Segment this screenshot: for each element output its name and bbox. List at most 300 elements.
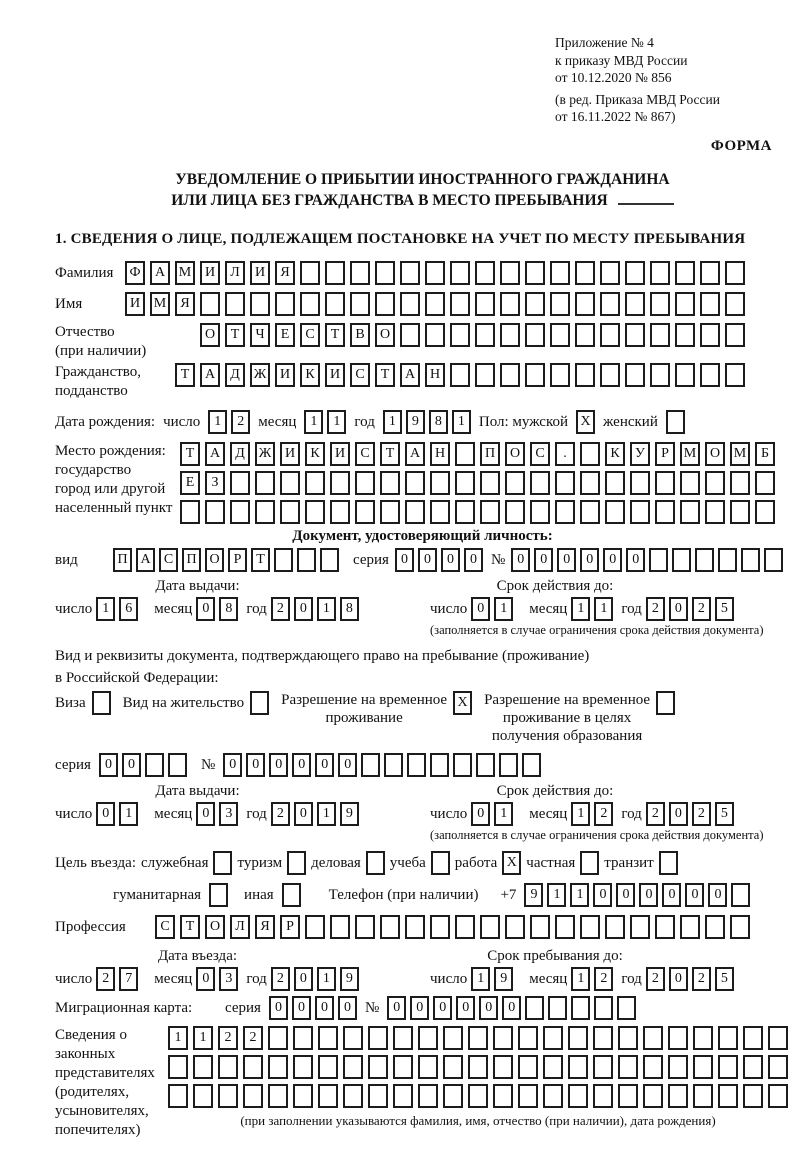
char-cell-empty[interactable]: [656, 691, 675, 715]
char-cell-filled[interactable]: 1: [327, 410, 346, 434]
char-cell-empty[interactable]: [218, 1055, 238, 1079]
char-cell-empty[interactable]: [225, 292, 245, 316]
char-cell-empty[interactable]: [525, 261, 545, 285]
char-cell-empty[interactable]: [625, 363, 645, 387]
char-cell-filled[interactable]: 2: [231, 410, 250, 434]
char-cell-empty[interactable]: [695, 548, 714, 572]
char-cell-empty[interactable]: [293, 1084, 313, 1108]
char-cell-empty[interactable]: [650, 261, 670, 285]
char-cell-empty[interactable]: [705, 471, 725, 495]
char-cell-empty[interactable]: [525, 323, 545, 347]
char-cell-empty[interactable]: [741, 548, 760, 572]
char-cell-filled[interactable]: 0: [387, 996, 406, 1020]
char-cell-filled[interactable]: М: [730, 442, 750, 466]
char-cell-empty[interactable]: [305, 471, 325, 495]
char-cell-empty[interactable]: [405, 471, 425, 495]
char-cell-filled[interactable]: П: [480, 442, 500, 466]
char-cell-filled[interactable]: 0: [626, 548, 645, 572]
char-cell-filled[interactable]: 8: [340, 597, 359, 621]
char-cell-empty[interactable]: [205, 500, 225, 524]
char-cell-filled[interactable]: О: [705, 442, 725, 466]
char-cell-empty[interactable]: [325, 292, 345, 316]
char-cell-empty[interactable]: [571, 996, 590, 1020]
char-cell-empty[interactable]: [443, 1055, 463, 1079]
char-cell-empty[interactable]: [230, 471, 250, 495]
char-cell-filled[interactable]: 1: [570, 883, 589, 907]
char-cell-empty[interactable]: [393, 1055, 413, 1079]
char-cell-filled[interactable]: Ж: [250, 363, 270, 387]
char-cell-filled[interactable]: 2: [646, 802, 665, 826]
char-cell-filled[interactable]: С: [530, 442, 550, 466]
char-cell-filled[interactable]: Л: [225, 261, 245, 285]
char-cell-filled[interactable]: У: [630, 442, 650, 466]
char-cell-filled[interactable]: 0: [223, 753, 242, 777]
char-cell-empty[interactable]: [548, 996, 567, 1020]
char-cell-empty[interactable]: [618, 1026, 638, 1050]
char-cell-empty[interactable]: [555, 500, 575, 524]
char-cell-filled[interactable]: 0: [269, 753, 288, 777]
char-cell-filled[interactable]: 1: [494, 802, 513, 826]
char-cell-filled[interactable]: Т: [325, 323, 345, 347]
char-cell-empty[interactable]: [705, 500, 725, 524]
char-cell-filled[interactable]: А: [205, 442, 225, 466]
char-cell-empty[interactable]: [764, 548, 783, 572]
char-cell-filled[interactable]: 0: [294, 967, 313, 991]
char-cell-empty[interactable]: [594, 996, 613, 1020]
char-cell-empty[interactable]: [530, 500, 550, 524]
char-cell-empty[interactable]: [255, 500, 275, 524]
char-cell-empty[interactable]: [393, 1026, 413, 1050]
char-cell-filled[interactable]: Н: [425, 363, 445, 387]
char-cell-empty[interactable]: [493, 1084, 513, 1108]
char-cell-filled[interactable]: 1: [96, 597, 115, 621]
char-cell-empty[interactable]: [300, 261, 320, 285]
char-cell-empty[interactable]: [480, 471, 500, 495]
char-cell-filled[interactable]: Д: [225, 363, 245, 387]
char-cell-empty[interactable]: [250, 691, 269, 715]
char-cell-filled[interactable]: Я: [175, 292, 195, 316]
char-cell-empty[interactable]: [380, 471, 400, 495]
char-cell-empty[interactable]: [650, 363, 670, 387]
char-cell-empty[interactable]: [468, 1026, 488, 1050]
char-cell-filled[interactable]: 1: [317, 597, 336, 621]
char-cell-empty[interactable]: [568, 1026, 588, 1050]
char-cell-empty[interactable]: [431, 851, 450, 875]
char-cell-filled[interactable]: В: [350, 323, 370, 347]
char-cell-empty[interactable]: [580, 915, 600, 939]
char-cell-empty[interactable]: [405, 500, 425, 524]
char-cell-filled[interactable]: 0: [315, 996, 334, 1020]
char-cell-filled[interactable]: 3: [219, 967, 238, 991]
char-cell-empty[interactable]: [543, 1055, 563, 1079]
char-cell-filled[interactable]: Ф: [125, 261, 145, 285]
char-cell-empty[interactable]: [330, 500, 350, 524]
char-cell-filled[interactable]: 3: [219, 802, 238, 826]
char-cell-filled[interactable]: 5: [715, 967, 734, 991]
char-cell-filled[interactable]: 0: [708, 883, 727, 907]
char-cell-filled[interactable]: И: [125, 292, 145, 316]
char-cell-filled[interactable]: 0: [315, 753, 334, 777]
char-cell-empty[interactable]: [368, 1084, 388, 1108]
char-cell-filled[interactable]: 0: [122, 753, 141, 777]
char-cell-filled[interactable]: С: [300, 323, 320, 347]
char-cell-empty[interactable]: [350, 261, 370, 285]
char-cell-filled[interactable]: 1: [571, 802, 590, 826]
char-cell-empty[interactable]: [675, 323, 695, 347]
char-cell-empty[interactable]: [659, 851, 678, 875]
char-cell-empty[interactable]: [755, 471, 775, 495]
char-cell-filled[interactable]: Е: [275, 323, 295, 347]
char-cell-filled[interactable]: 0: [196, 597, 215, 621]
char-cell-filled[interactable]: К: [605, 442, 625, 466]
char-cell-empty[interactable]: [168, 1084, 188, 1108]
char-cell-empty[interactable]: [643, 1084, 663, 1108]
char-cell-empty[interactable]: [668, 1026, 688, 1050]
char-cell-empty[interactable]: [575, 261, 595, 285]
char-cell-empty[interactable]: [650, 292, 670, 316]
char-cell-filled[interactable]: К: [305, 442, 325, 466]
char-cell-empty[interactable]: [375, 261, 395, 285]
char-cell-filled[interactable]: О: [505, 442, 525, 466]
char-cell-empty[interactable]: [755, 500, 775, 524]
char-cell-empty[interactable]: [455, 915, 475, 939]
char-cell-empty[interactable]: [580, 500, 600, 524]
char-cell-empty[interactable]: [593, 1026, 613, 1050]
char-cell-filled[interactable]: 1: [571, 967, 590, 991]
char-cell-empty[interactable]: [218, 1084, 238, 1108]
char-cell-empty[interactable]: [500, 292, 520, 316]
char-cell-empty[interactable]: [668, 1055, 688, 1079]
char-cell-empty[interactable]: [655, 915, 675, 939]
char-cell-filled[interactable]: 2: [243, 1026, 263, 1050]
char-cell-empty[interactable]: [617, 996, 636, 1020]
char-cell-filled[interactable]: 0: [471, 597, 490, 621]
char-cell-filled[interactable]: 0: [196, 802, 215, 826]
char-cell-empty[interactable]: [493, 1026, 513, 1050]
char-cell-empty[interactable]: [725, 292, 745, 316]
char-cell-empty[interactable]: [430, 915, 450, 939]
char-cell-empty[interactable]: [731, 883, 750, 907]
char-cell-empty[interactable]: [318, 1026, 338, 1050]
char-cell-empty[interactable]: [625, 261, 645, 285]
char-cell-filled[interactable]: 1: [383, 410, 402, 434]
char-cell-filled[interactable]: И: [200, 261, 220, 285]
char-cell-empty[interactable]: [280, 500, 300, 524]
char-cell-empty[interactable]: [180, 500, 200, 524]
char-cell-empty[interactable]: [680, 915, 700, 939]
char-cell-empty[interactable]: [655, 500, 675, 524]
char-cell-filled[interactable]: 2: [271, 597, 290, 621]
char-cell-empty[interactable]: [275, 292, 295, 316]
char-cell-filled[interactable]: 1: [594, 597, 613, 621]
char-cell-empty[interactable]: [450, 323, 470, 347]
char-cell-empty[interactable]: [743, 1084, 763, 1108]
char-cell-empty[interactable]: [480, 915, 500, 939]
char-cell-empty[interactable]: [430, 471, 450, 495]
char-cell-empty[interactable]: [209, 883, 228, 907]
char-cell-filled[interactable]: Я: [275, 261, 295, 285]
char-cell-empty[interactable]: [193, 1055, 213, 1079]
char-cell-empty[interactable]: [355, 915, 375, 939]
char-cell-filled[interactable]: 0: [603, 548, 622, 572]
char-cell-filled[interactable]: О: [200, 323, 220, 347]
char-cell-empty[interactable]: [625, 292, 645, 316]
char-cell-empty[interactable]: [268, 1026, 288, 1050]
char-cell-empty[interactable]: [725, 363, 745, 387]
char-cell-filled[interactable]: Т: [180, 442, 200, 466]
char-cell-filled[interactable]: 0: [338, 753, 357, 777]
char-cell-filled[interactable]: А: [150, 261, 170, 285]
char-cell-filled[interactable]: 1: [317, 802, 336, 826]
char-cell-filled[interactable]: Л: [230, 915, 250, 939]
char-cell-filled[interactable]: О: [205, 548, 224, 572]
char-cell-empty[interactable]: [668, 1084, 688, 1108]
char-cell-filled[interactable]: 2: [646, 597, 665, 621]
char-cell-empty[interactable]: [600, 261, 620, 285]
char-cell-filled[interactable]: М: [150, 292, 170, 316]
char-cell-empty[interactable]: [693, 1026, 713, 1050]
char-cell-empty[interactable]: [500, 363, 520, 387]
char-cell-empty[interactable]: [418, 1055, 438, 1079]
char-cell-filled[interactable]: 2: [692, 597, 711, 621]
char-cell-empty[interactable]: [368, 1055, 388, 1079]
char-cell-filled[interactable]: 1: [317, 967, 336, 991]
char-cell-filled[interactable]: 5: [715, 802, 734, 826]
char-cell-filled[interactable]: 9: [494, 967, 513, 991]
char-cell-filled[interactable]: 2: [271, 802, 290, 826]
char-cell-empty[interactable]: [468, 1084, 488, 1108]
char-cell-empty[interactable]: [255, 471, 275, 495]
char-cell-empty[interactable]: [768, 1055, 788, 1079]
char-cell-filled[interactable]: Т: [251, 548, 270, 572]
char-cell-empty[interactable]: [243, 1055, 263, 1079]
char-cell-filled[interactable]: 2: [692, 802, 711, 826]
char-cell-empty[interactable]: [580, 471, 600, 495]
char-cell-empty[interactable]: [730, 915, 750, 939]
char-cell-empty[interactable]: [593, 1084, 613, 1108]
char-cell-filled[interactable]: 0: [669, 802, 688, 826]
char-cell-empty[interactable]: [555, 915, 575, 939]
char-cell-empty[interactable]: [568, 1084, 588, 1108]
char-cell-empty[interactable]: [500, 261, 520, 285]
char-cell-empty[interactable]: [400, 261, 420, 285]
char-cell-empty[interactable]: [580, 851, 599, 875]
char-cell-filled[interactable]: 1: [168, 1026, 188, 1050]
char-cell-empty[interactable]: [318, 1055, 338, 1079]
char-cell-filled[interactable]: М: [175, 261, 195, 285]
char-cell-empty[interactable]: [675, 363, 695, 387]
char-cell-empty[interactable]: [305, 915, 325, 939]
char-cell-empty[interactable]: [230, 500, 250, 524]
char-cell-filled[interactable]: С: [159, 548, 178, 572]
char-cell-empty[interactable]: [693, 1055, 713, 1079]
char-cell-filled[interactable]: 1: [452, 410, 471, 434]
char-cell-filled[interactable]: 0: [639, 883, 658, 907]
char-cell-empty[interactable]: [475, 292, 495, 316]
char-cell-empty[interactable]: [525, 292, 545, 316]
char-cell-filled[interactable]: М: [680, 442, 700, 466]
char-cell-empty[interactable]: [475, 363, 495, 387]
char-cell-filled[interactable]: 0: [418, 548, 437, 572]
char-cell-empty[interactable]: [330, 471, 350, 495]
char-cell-empty[interactable]: [268, 1084, 288, 1108]
char-cell-empty[interactable]: [318, 1084, 338, 1108]
char-cell-empty[interactable]: [505, 915, 525, 939]
char-cell-filled[interactable]: 0: [479, 996, 498, 1020]
char-cell-empty[interactable]: [450, 292, 470, 316]
char-cell-filled[interactable]: 1: [304, 410, 323, 434]
char-cell-filled[interactable]: 0: [456, 996, 475, 1020]
char-cell-empty[interactable]: [455, 471, 475, 495]
char-cell-empty[interactable]: [300, 292, 320, 316]
char-cell-filled[interactable]: 1: [471, 967, 490, 991]
char-cell-filled[interactable]: 0: [292, 753, 311, 777]
char-cell-empty[interactable]: [525, 996, 544, 1020]
char-cell-empty[interactable]: [287, 851, 306, 875]
char-cell-empty[interactable]: [505, 500, 525, 524]
char-cell-filled[interactable]: С: [350, 363, 370, 387]
char-cell-filled[interactable]: 5: [715, 597, 734, 621]
char-cell-filled[interactable]: К: [300, 363, 320, 387]
char-cell-empty[interactable]: [600, 323, 620, 347]
char-cell-filled[interactable]: 2: [96, 967, 115, 991]
char-cell-empty[interactable]: [530, 471, 550, 495]
char-cell-empty[interactable]: [630, 915, 650, 939]
char-cell-filled[interactable]: 0: [441, 548, 460, 572]
char-cell-empty[interactable]: [305, 500, 325, 524]
char-cell-filled[interactable]: О: [375, 323, 395, 347]
char-cell-filled[interactable]: 0: [294, 802, 313, 826]
char-cell-filled[interactable]: 0: [196, 967, 215, 991]
char-cell-empty[interactable]: [293, 1055, 313, 1079]
char-cell-filled[interactable]: Т: [180, 915, 200, 939]
char-cell-empty[interactable]: [475, 323, 495, 347]
char-cell-empty[interactable]: [580, 442, 600, 466]
char-cell-empty[interactable]: [530, 915, 550, 939]
char-cell-filled[interactable]: 0: [616, 883, 635, 907]
char-cell-empty[interactable]: [518, 1084, 538, 1108]
char-cell-empty[interactable]: [355, 471, 375, 495]
char-cell-empty[interactable]: [725, 323, 745, 347]
char-cell-empty[interactable]: [418, 1026, 438, 1050]
char-cell-filled[interactable]: 6: [119, 597, 138, 621]
char-cell-filled[interactable]: 2: [218, 1026, 238, 1050]
char-cell-filled[interactable]: Т: [375, 363, 395, 387]
char-cell-empty[interactable]: [700, 261, 720, 285]
char-cell-filled[interactable]: 9: [340, 802, 359, 826]
char-cell-empty[interactable]: [425, 323, 445, 347]
char-cell-filled[interactable]: 9: [340, 967, 359, 991]
char-cell-empty[interactable]: [343, 1026, 363, 1050]
char-cell-empty[interactable]: [666, 410, 685, 434]
char-cell-empty[interactable]: [280, 471, 300, 495]
char-cell-empty[interactable]: [384, 753, 403, 777]
char-cell-filled[interactable]: 0: [511, 548, 530, 572]
char-cell-filled[interactable]: 0: [338, 996, 357, 1020]
char-cell-empty[interactable]: [675, 292, 695, 316]
char-cell-empty[interactable]: [274, 548, 293, 572]
char-cell-empty[interactable]: [718, 548, 737, 572]
char-cell-empty[interactable]: [550, 261, 570, 285]
char-cell-filled[interactable]: 2: [271, 967, 290, 991]
char-cell-empty[interactable]: [243, 1084, 263, 1108]
char-cell-filled[interactable]: 7: [119, 967, 138, 991]
char-cell-filled[interactable]: 2: [594, 802, 613, 826]
char-cell-empty[interactable]: [168, 753, 187, 777]
char-cell-filled[interactable]: А: [136, 548, 155, 572]
char-cell-empty[interactable]: [605, 500, 625, 524]
char-cell-empty[interactable]: [343, 1055, 363, 1079]
char-cell-empty[interactable]: [550, 323, 570, 347]
char-cell-empty[interactable]: [430, 753, 449, 777]
char-cell-empty[interactable]: [450, 363, 470, 387]
char-cell-empty[interactable]: [700, 363, 720, 387]
char-cell-empty[interactable]: [730, 471, 750, 495]
char-cell-empty[interactable]: [575, 363, 595, 387]
char-cell-filled[interactable]: Х: [576, 410, 595, 434]
char-cell-filled[interactable]: 8: [219, 597, 238, 621]
char-cell-filled[interactable]: 0: [669, 597, 688, 621]
char-cell-empty[interactable]: [768, 1084, 788, 1108]
char-cell-empty[interactable]: [718, 1084, 738, 1108]
char-cell-empty[interactable]: [693, 1084, 713, 1108]
char-cell-empty[interactable]: [672, 548, 691, 572]
char-cell-filled[interactable]: 1: [208, 410, 227, 434]
char-cell-empty[interactable]: [145, 753, 164, 777]
char-cell-empty[interactable]: [543, 1084, 563, 1108]
char-cell-empty[interactable]: [705, 915, 725, 939]
char-cell-empty[interactable]: [476, 753, 495, 777]
char-cell-empty[interactable]: [675, 261, 695, 285]
char-cell-empty[interactable]: [475, 261, 495, 285]
char-cell-empty[interactable]: [407, 753, 426, 777]
char-cell-filled[interactable]: .: [555, 442, 575, 466]
char-cell-empty[interactable]: [618, 1055, 638, 1079]
char-cell-empty[interactable]: [92, 691, 111, 715]
char-cell-filled[interactable]: 1: [193, 1026, 213, 1050]
char-cell-filled[interactable]: И: [250, 261, 270, 285]
char-cell-empty[interactable]: [366, 851, 385, 875]
char-cell-empty[interactable]: [730, 500, 750, 524]
char-cell-filled[interactable]: 0: [269, 996, 288, 1020]
char-cell-filled[interactable]: 0: [410, 996, 429, 1020]
char-cell-empty[interactable]: [400, 323, 420, 347]
char-cell-filled[interactable]: П: [182, 548, 201, 572]
char-cell-empty[interactable]: [630, 471, 650, 495]
char-cell-empty[interactable]: [443, 1026, 463, 1050]
char-cell-filled[interactable]: Т: [225, 323, 245, 347]
char-cell-empty[interactable]: [443, 1084, 463, 1108]
char-cell-filled[interactable]: П: [113, 548, 132, 572]
char-cell-empty[interactable]: [453, 753, 472, 777]
char-cell-filled[interactable]: 0: [662, 883, 681, 907]
char-cell-filled[interactable]: 0: [557, 548, 576, 572]
char-cell-empty[interactable]: [355, 500, 375, 524]
char-cell-filled[interactable]: 0: [502, 996, 521, 1020]
char-cell-filled[interactable]: 0: [534, 548, 553, 572]
char-cell-filled[interactable]: А: [200, 363, 220, 387]
char-cell-filled[interactable]: Я: [255, 915, 275, 939]
char-cell-empty[interactable]: [643, 1055, 663, 1079]
char-cell-empty[interactable]: [505, 471, 525, 495]
char-cell-empty[interactable]: [293, 1026, 313, 1050]
char-cell-empty[interactable]: [450, 261, 470, 285]
char-cell-filled[interactable]: Ж: [255, 442, 275, 466]
char-cell-filled[interactable]: 1: [119, 802, 138, 826]
char-cell-filled[interactable]: 0: [292, 996, 311, 1020]
char-cell-empty[interactable]: [525, 363, 545, 387]
char-cell-filled[interactable]: 9: [524, 883, 543, 907]
